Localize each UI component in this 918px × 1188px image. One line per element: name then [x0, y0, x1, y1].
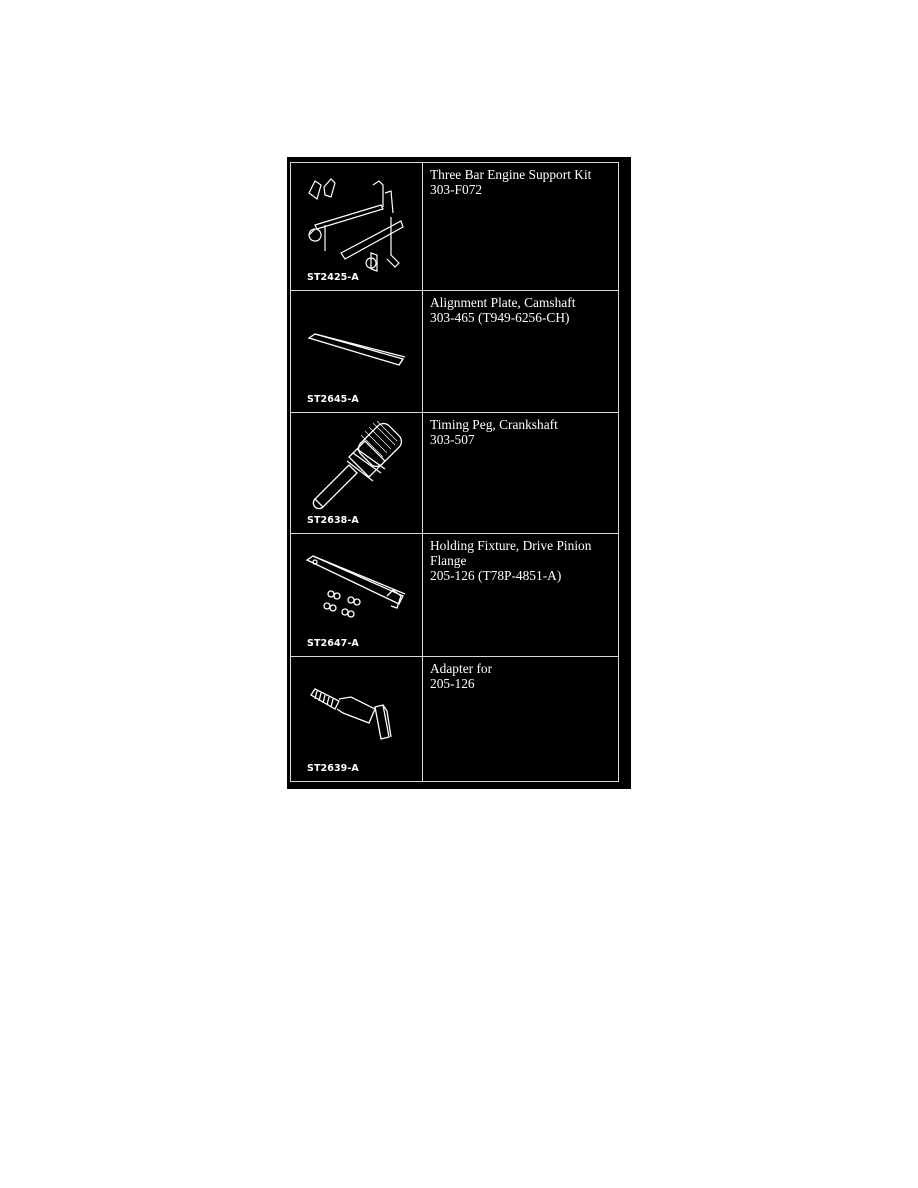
tool-number: 303-F072	[430, 182, 483, 197]
tool-code: ST2425-A	[307, 272, 359, 283]
tool-image-cell	[291, 291, 423, 412]
tool-row-adapter	[291, 657, 618, 781]
tool-image-cell	[291, 657, 423, 781]
tool-row-alignment-plate	[291, 291, 618, 413]
tool-name: Three Bar Engine Support Kit	[430, 167, 592, 182]
tool-description	[430, 661, 614, 691]
tool-number: 205-126	[430, 676, 475, 691]
tool-name: Adapter for	[430, 661, 493, 676]
tool-row-timing-peg	[291, 413, 618, 534]
tool-row-holding-fixture	[291, 534, 618, 657]
tool-code: ST2647-A	[307, 638, 359, 649]
tool-image-cell	[291, 413, 423, 533]
tool-number: 303-507	[430, 432, 475, 447]
tool-description	[430, 538, 614, 583]
tool-number: 303-465 (T949-6256-CH)	[430, 310, 570, 325]
tool-name: Alignment Plate, Camshaft	[430, 295, 576, 310]
tool-code: ST2638-A	[307, 515, 359, 526]
tool-image-cell	[291, 534, 423, 656]
engine-support-kit-icon	[291, 163, 422, 290]
tool-name: Holding Fixture, Drive Pinion	[430, 538, 592, 553]
tool-description	[430, 167, 614, 197]
tool-name: Timing Peg, Crankshaft	[430, 417, 558, 432]
special-tools-figure	[287, 157, 631, 789]
tool-image-cell	[291, 163, 423, 290]
tool-number: 205-126 (T78P-4851-A)	[430, 568, 562, 583]
tool-description	[430, 295, 614, 325]
tool-code: ST2645-A	[307, 394, 359, 405]
tool-row-engine-support-kit	[291, 163, 618, 291]
tool-description	[430, 417, 614, 447]
special-tools-table	[290, 162, 619, 782]
tool-code: ST2639-A	[307, 763, 359, 774]
tool-name-continued: Flange	[430, 553, 467, 568]
